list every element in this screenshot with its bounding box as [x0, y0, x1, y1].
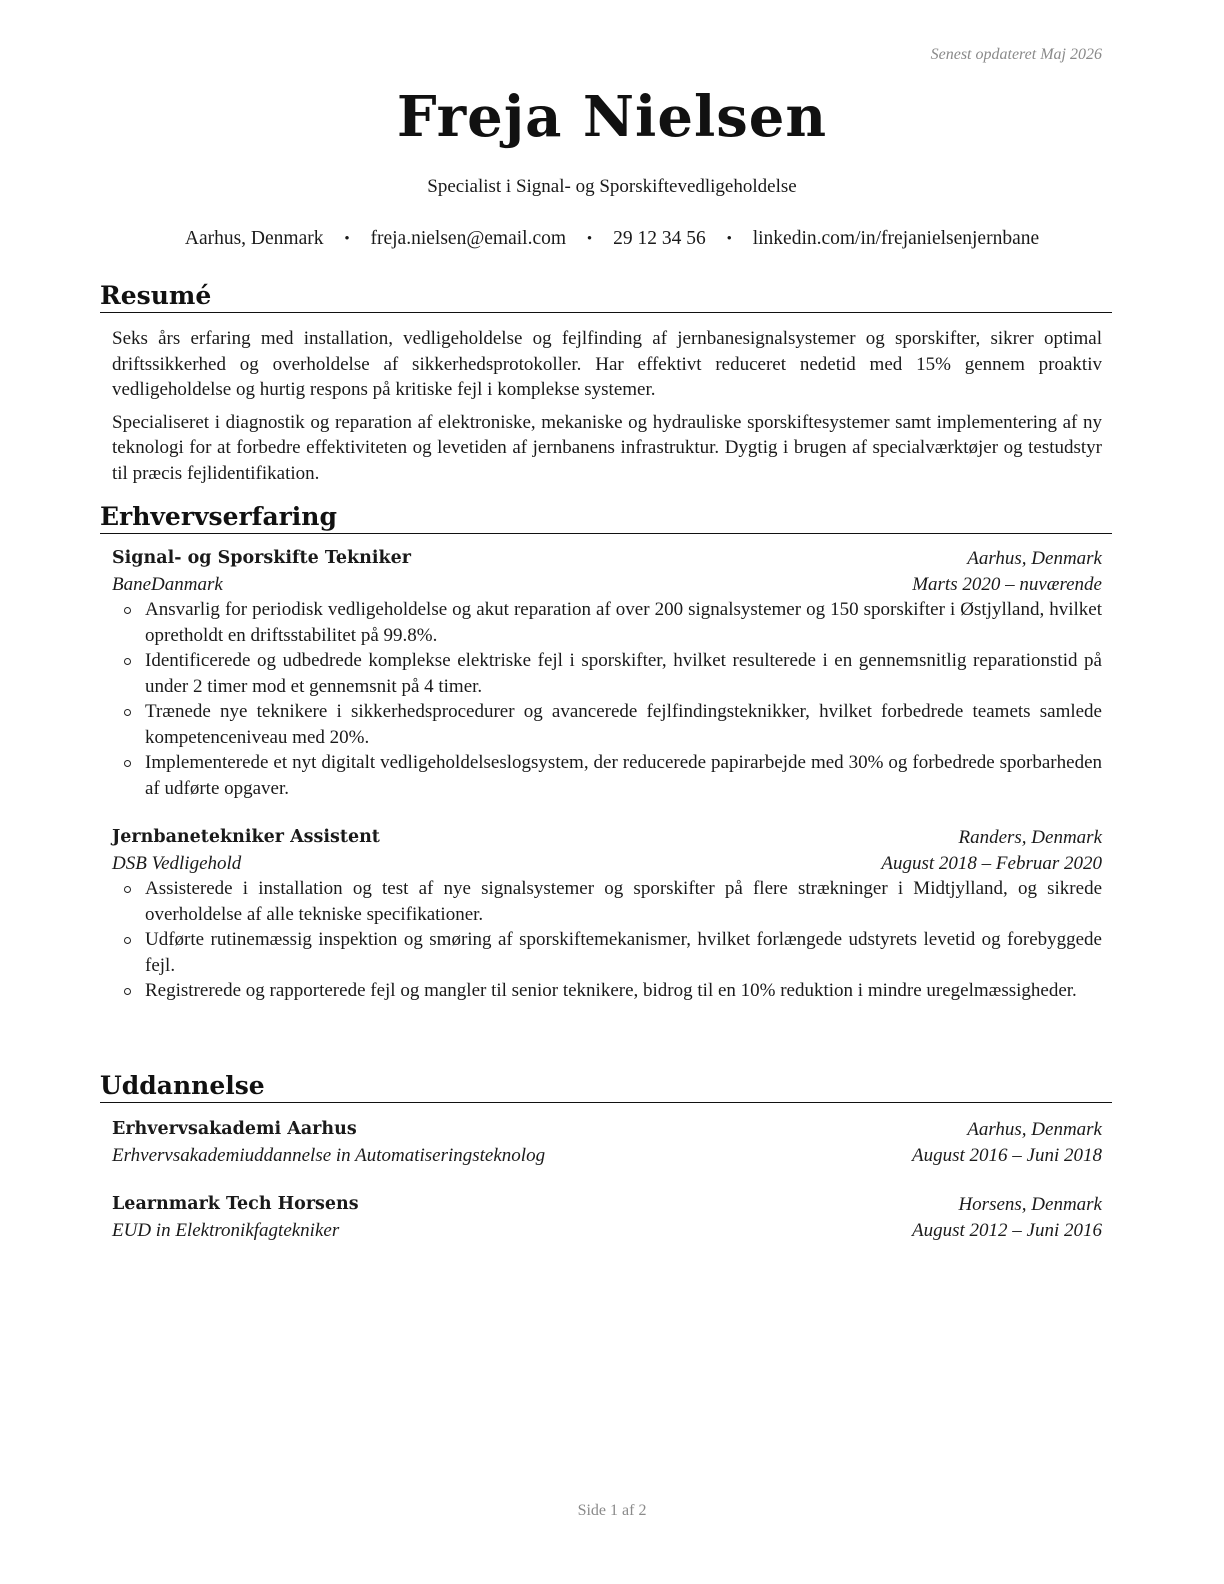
- degree-name: EUD in Elektronikfagtekniker: [112, 1219, 340, 1241]
- list-item: Registrerede og rapporterede fejl og mangler til senior teknikere, bidrog til en 10% reduktion i mindre uregelmæssigheder.: [112, 978, 1102, 1004]
- school-name: Learnmark Tech Horsens: [112, 1194, 359, 1214]
- job-bullets: [112, 876, 1102, 1004]
- education-entry: [112, 1117, 1102, 1168]
- school-location: Aarhus, Denmark: [967, 1119, 1102, 1140]
- list-item: Identificerede og udbedrede komplekse elektriske fejl i sporskifter, hvilket resulterede i en gennemsnitlig reparationstid på under 2 timer mod et gennemsnit på 4 timer.: [112, 648, 1102, 699]
- education-entry: [112, 1192, 1102, 1243]
- list-item: Ansvarlig for periodisk vedligeholdelse og akut reparation af over 200 signalsystemer og 150 sporskifter i Østjylland, hvilket opretholdt en driftsstabilitet på 99.8%.: [112, 597, 1102, 648]
- contact-phone: 29 12 34 56: [613, 228, 706, 249]
- school-location: Horsens, Denmark: [958, 1194, 1102, 1215]
- contact-location: Aarhus, Denmark: [184, 228, 324, 249]
- contact-line: [0, 228, 1224, 250]
- experience-section: [100, 501, 1112, 1004]
- summary-heading: Resumé: [100, 280, 1112, 313]
- school-name: Erhvervsakademi Aarhus: [112, 1119, 357, 1139]
- job-dates: August 2018 – Februar 2020: [881, 852, 1102, 874]
- education-dates: August 2016 – Juni 2018: [912, 1144, 1102, 1166]
- summary-section: [100, 280, 1112, 486]
- job-title: Jernbanetekniker Assistent: [112, 827, 380, 847]
- education-dates: August 2012 – Juni 2016: [912, 1219, 1102, 1241]
- candidate-name: Freja Nielsen: [396, 84, 828, 150]
- list-item: Trænede nye teknikere i sikkerhedsprocedurer og avancerede fejlfindingsteknikker, hvilket forbedrede teamets samlede kompetenceniveau med 20%.: [112, 699, 1102, 750]
- job-location: Randers, Denmark: [958, 827, 1102, 848]
- job-entry: [112, 825, 1102, 1004]
- summary-body: [112, 326, 1102, 486]
- job-location: Aarhus, Denmark: [967, 548, 1102, 569]
- job-title: Signal- og Sporskifte Tekniker: [112, 548, 411, 568]
- job-bullets: [112, 597, 1102, 801]
- page-number: Side 1 af 2: [577, 1502, 647, 1519]
- bullet-separator-icon: •: [586, 231, 593, 247]
- list-item: Udførte rutinemæssig inspektion og smøring af sporskiftemekanismer, hvilket forlængede udstyrets levetid og forebyggede fejl.: [112, 927, 1102, 978]
- education-section: [100, 1070, 1112, 1243]
- summary-paragraph: Specialiseret i diagnostik og reparation af elektroniske, mekaniske og hydrauliske sporskiftesystemer samt implementering af ny teknologi for at forbedre effektiviteten og levetiden af jernbanens infrastruktur. Dygtig i brugen af specialværktøjer og testudstyr til præcis fejlidentifikation.: [112, 411, 1102, 484]
- summary-paragraph: Seks års erfaring med installation, vedligeholdelse og fejlfinding af jernbanesignalsystemer og sporskifter, sikrer optimal driftssikkerhed og overholdelse af sikkerhedsprotokoller. Har effektivt reduceret nedetid med 15% gennem proaktiv vedligeholdelse og hurtig respons på kritiske fejl i komplekse systemer.: [112, 328, 1102, 400]
- bullet-separator-icon: •: [726, 231, 732, 247]
- bullet-separator-icon: •: [344, 231, 350, 247]
- list-item: Assisterede i installation og test af nye signalsystemer og sporskifter på flere strækninger i Midtjylland, og sikrede overholdelse af alle tekniske specifikationer.: [112, 876, 1102, 927]
- job-entry: [112, 546, 1102, 801]
- contact-email[interactable]: freja.nielsen@email.com: [370, 228, 567, 249]
- experience-heading: Erhvervserfaring: [100, 501, 1112, 534]
- job-dates: Marts 2020 – nuværende: [912, 573, 1102, 595]
- candidate-subtitle: Specialist i Signal- og Sporskiftevedligeholdelse: [427, 176, 797, 197]
- degree-name: Erhvervsakademiuddannelse in Automatiseringsteknolog: [112, 1144, 546, 1166]
- contact-linkedin[interactable]: linkedin.com/in/frejanielsenjernbane: [752, 228, 1040, 249]
- list-item: Implementerede et nyt digitalt vedligeholdelseslogsystem, der reducerede papirarbejde med 30% og forbedrede sporbarheden af udførte opgaver.: [112, 750, 1102, 801]
- job-company: BaneDanmark: [112, 573, 223, 595]
- last-updated-note: Senest opdateret Maj 2026: [930, 46, 1102, 63]
- job-company: DSB Vedligehold: [112, 852, 242, 874]
- education-heading: Uddannelse: [100, 1070, 1112, 1103]
